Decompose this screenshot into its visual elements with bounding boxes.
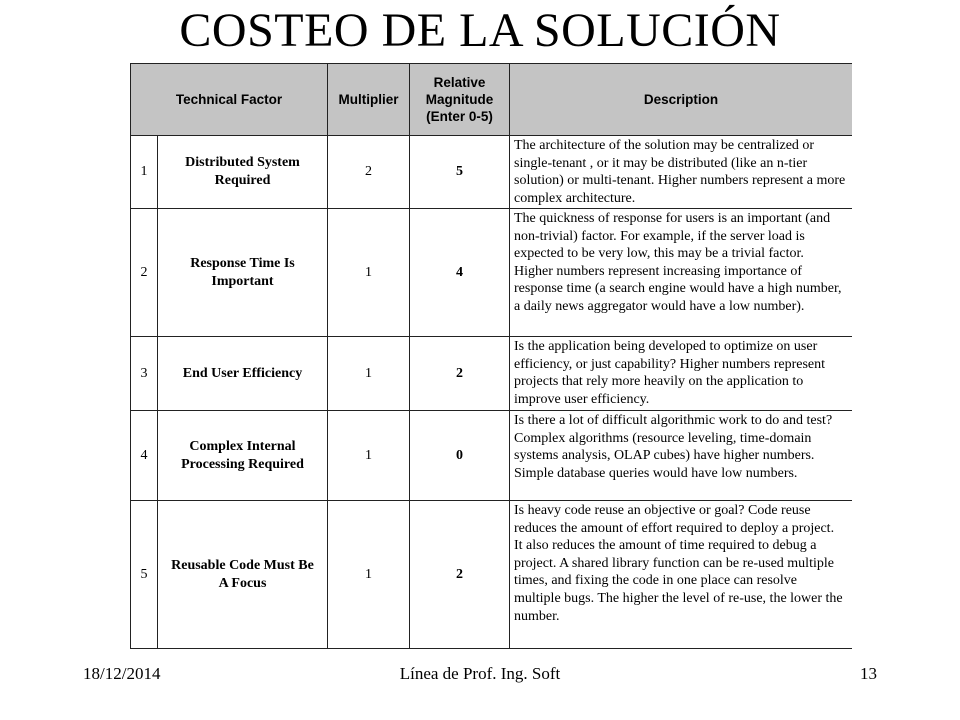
row-magnitude: 4 [410, 209, 510, 337]
header-technical-factor: Technical Factor [131, 64, 328, 136]
table-row [131, 337, 853, 411]
row-description: Is there a lot of difficult algorithmic work to do and test? Complex algorithms (resource leveling, time-domain systems analysis, OLAP cubes) have higher numbers. Simple database queries would have low numbers. [510, 411, 853, 501]
row-factor: Reusable Code Must Be A Focus [158, 501, 328, 649]
row-factor: Distributed System Required [158, 136, 328, 209]
row-number: 2 [131, 209, 158, 337]
row-number: 4 [131, 411, 158, 501]
row-factor: Complex Internal Processing Required [158, 411, 328, 501]
row-magnitude: 5 [410, 136, 510, 209]
row-description: Is the application being developed to optimize on user efficiency, or just capability? Higher numbers represent projects that rely more heavily on the application to improve user efficiency. [510, 337, 853, 411]
row-multiplier: 1 [328, 209, 410, 337]
row-magnitude: 2 [410, 337, 510, 411]
footer-title: Línea de Prof. Ing. Soft [399, 664, 561, 683]
row-magnitude: 0 [410, 411, 510, 501]
row-multiplier: 1 [328, 411, 410, 501]
row-factor: Response Time Is Important [158, 209, 328, 337]
row-description: The architecture of the solution may be centralized or single-tenant , or it may be distributed (like an n-tier solution) or multi-tenant. Higher numbers represent a more complex architecture. [510, 136, 853, 209]
table-header-row [131, 64, 853, 136]
page-number: 13 [860, 664, 877, 683]
slide-title: COSTEO DE LA SOLUCIÓN [179, 4, 781, 57]
row-multiplier: 1 [328, 337, 410, 411]
row-number: 5 [131, 501, 158, 649]
table-row [131, 411, 853, 501]
row-factor: End User Efficiency [158, 337, 328, 411]
row-description: Is heavy code reuse an objective or goal? Code reuse reduces the amount of effort required to deploy a project. It also reduces the amount of time required to debug a project. A shared library function can be re-used multiple times, and fixing the code in one place can resolve multiple bugs. The higher the level of re-use, the lower the number. [510, 501, 853, 649]
row-multiplier: 1 [328, 501, 410, 649]
row-description: The quickness of response for users is an important (and non-trivial) factor. For example, if the server load is expected to be very low, this may be a trivial factor. Higher numbers represent increasing importance of response time (a search engine would have a high number, a daily news aggregator would have a low number). [510, 209, 853, 337]
table-row [131, 501, 853, 649]
header-relative-magnitude: Relative Magnitude (Enter 0-5) [410, 64, 510, 136]
technical-factors-table [130, 63, 852, 651]
row-number: 1 [131, 136, 158, 209]
table-row [131, 209, 853, 337]
table-row [131, 136, 853, 209]
row-multiplier: 2 [328, 136, 410, 209]
header-description: Description [510, 64, 853, 136]
header-multiplier: Multiplier [328, 64, 410, 136]
row-magnitude: 2 [410, 501, 510, 649]
footer-date: 18/12/2014 [83, 664, 161, 683]
row-number: 3 [131, 337, 158, 411]
